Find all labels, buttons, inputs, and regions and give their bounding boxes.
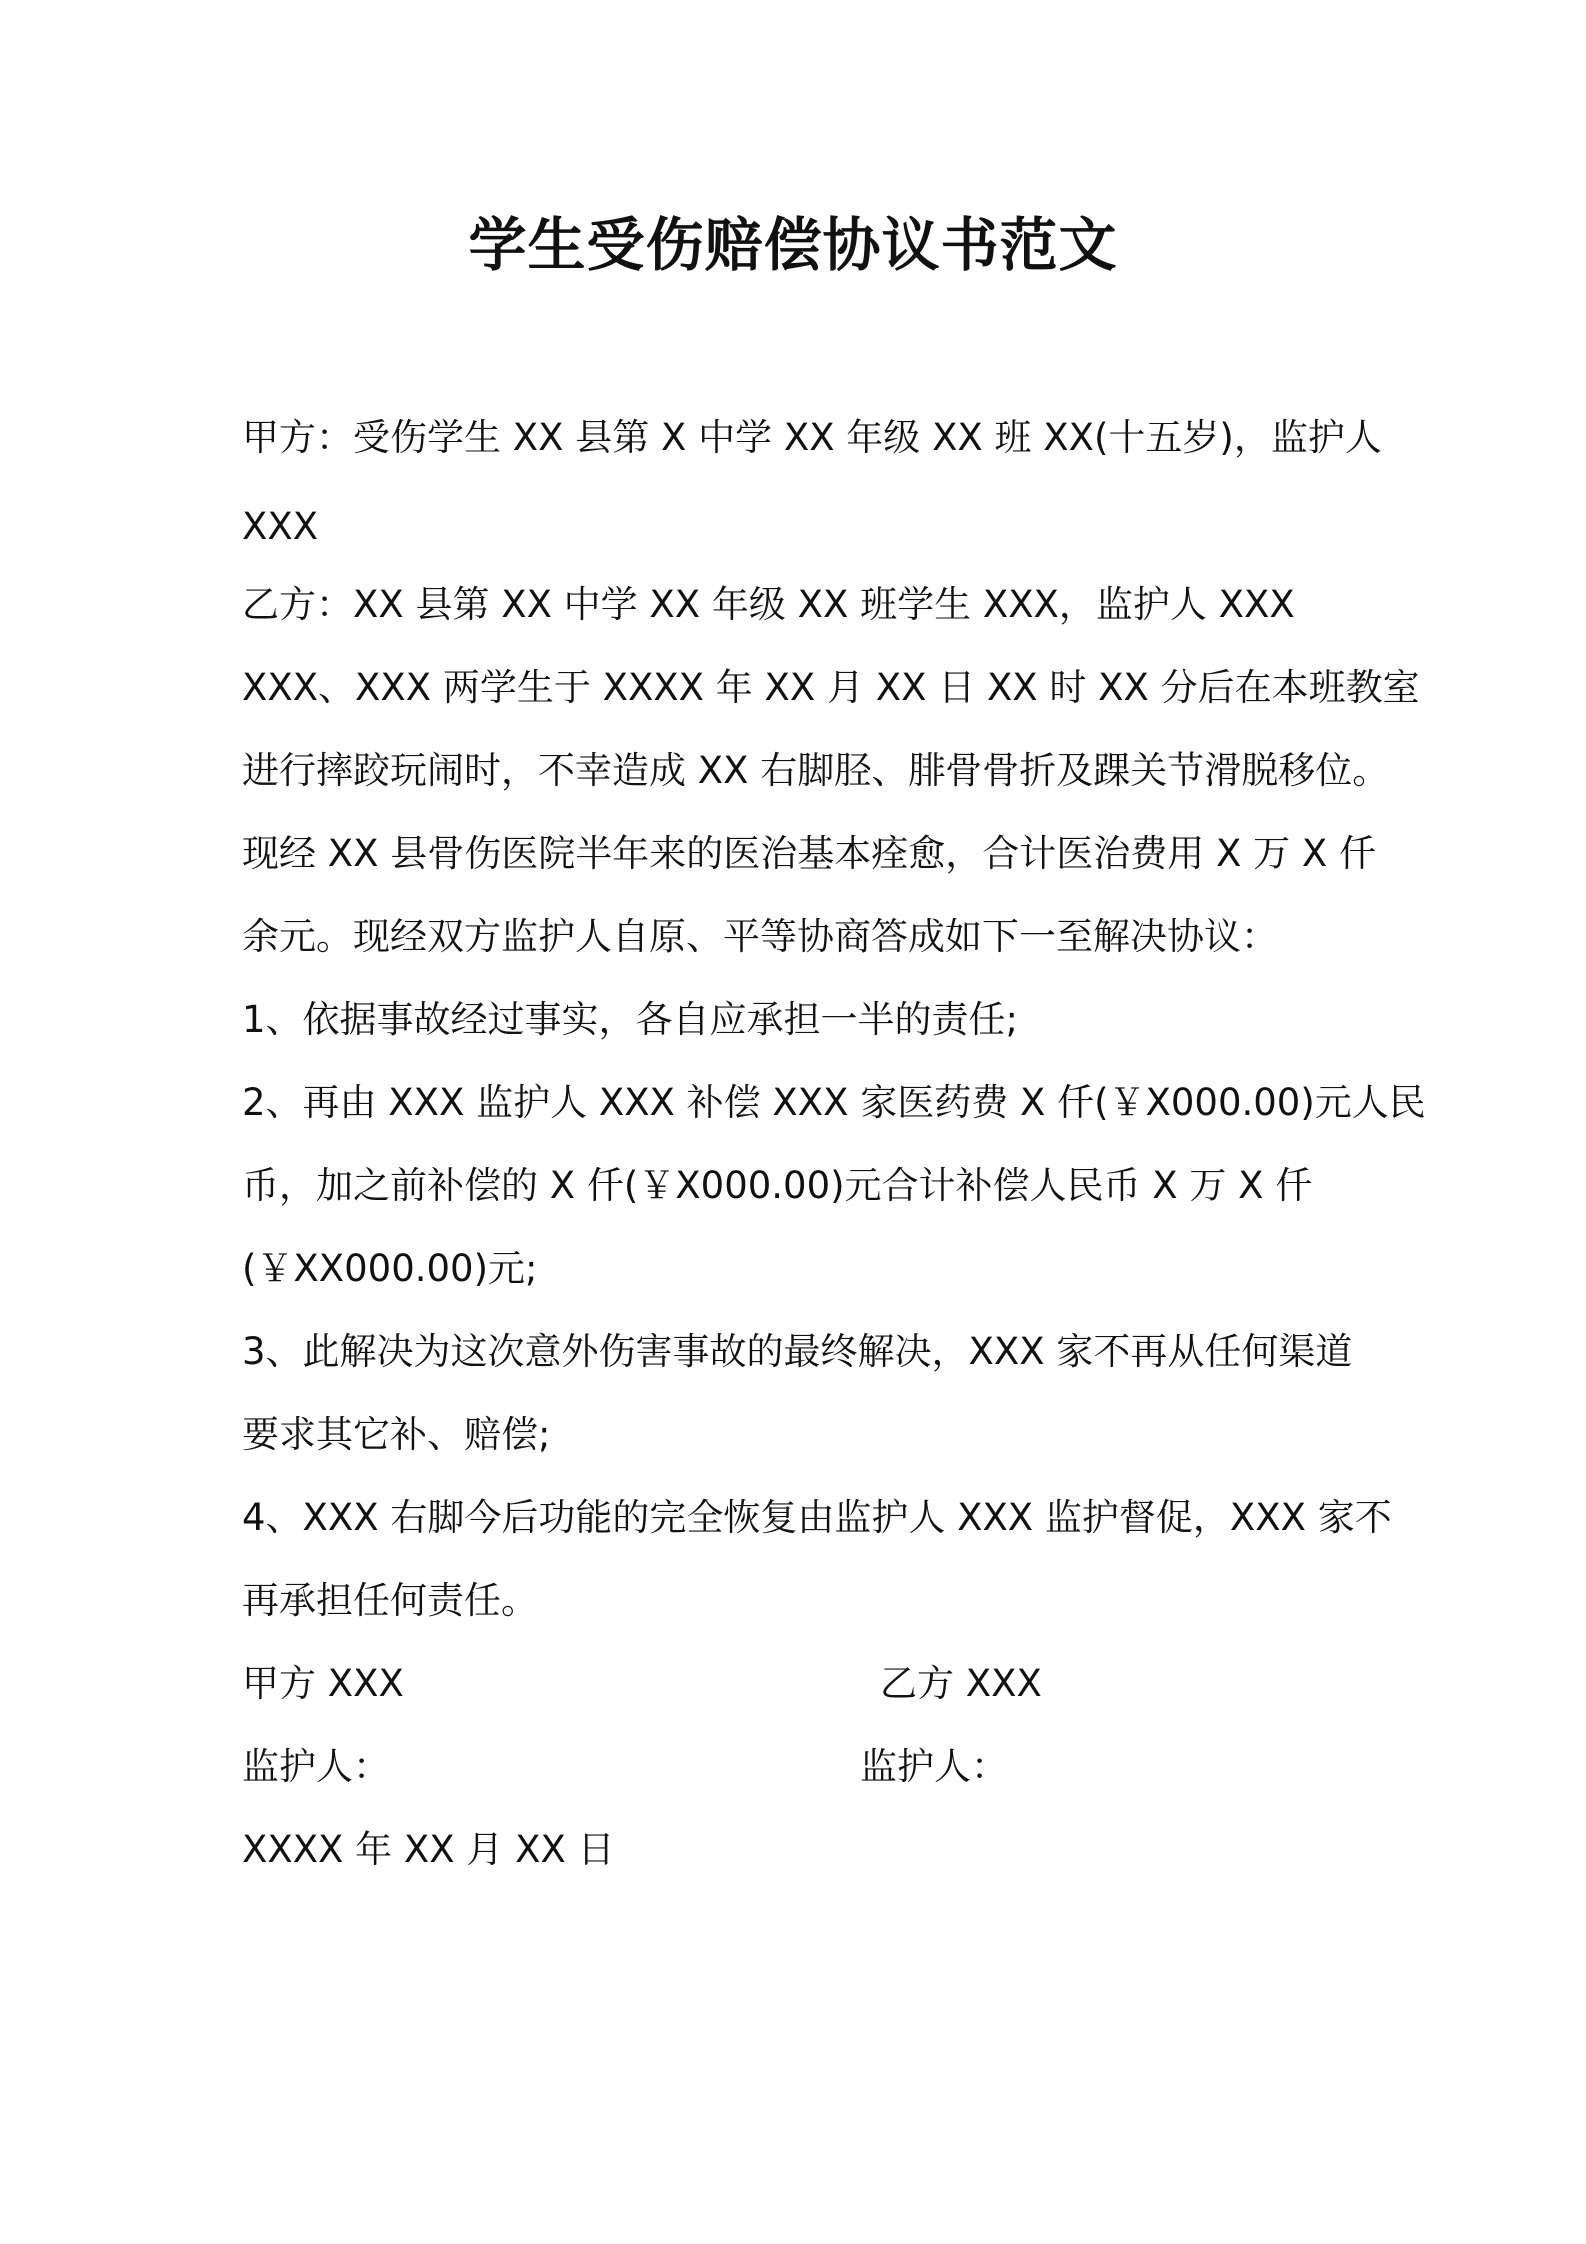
- term-2-line-2: 币，加之前补偿的 X 仟(￥X000.00)元合计补偿人民币 X 万 X 仟: [242, 1164, 1313, 1207]
- party-a-line-2: XXX: [242, 505, 319, 548]
- signature-party-b: 乙方 XXX: [880, 1662, 1042, 1705]
- term-2-line-1: 2、再由 XXX 监护人 XXX 补偿 XXX 家医药费 X 仟(￥X000.00)元人民: [242, 1081, 1426, 1124]
- body-line-3: 现经 XX 县骨伤医院半年来的医治基本痊愈，合计医治费用 X 万 X 仟: [242, 832, 1376, 875]
- party-b-line: 乙方：XX 县第 XX 中学 XX 年级 XX 班学生 XXX，监护人 XXX: [242, 583, 1295, 626]
- term-2-line-3: (￥XX000.00)元;: [242, 1247, 538, 1290]
- body-line-4: 余元。现经双方监护人自原、平等协商答成如下一至解决协议：: [242, 915, 1278, 958]
- signature-guardian-b: 监护人：: [860, 1745, 1008, 1788]
- term-4-line-2: 再承担任何责任。: [242, 1579, 538, 1622]
- signature-guardian-a: 监护人：: [242, 1745, 390, 1788]
- term-1-line-1: 1、依据事故经过事实，各自应承担一半的责任;: [242, 998, 1019, 1041]
- signature-date: XXXX 年 XX 月 XX 日: [242, 1828, 615, 1871]
- party-a-line-1: 甲方：受伤学生 XX 县第 X 中学 XX 年级 XX 班 XX(十五岁)，监护人: [242, 416, 1382, 459]
- body-line-1: XXX、XXX 两学生于 XXXX 年 XX 月 XX 日 XX 时 XX 分后在本班教室: [242, 666, 1420, 709]
- signature-party-a: 甲方 XXX: [242, 1662, 404, 1705]
- term-4-line-1: 4、XXX 右脚今后功能的完全恢复由监护人 XXX 监护督促，XXX 家不: [242, 1496, 1392, 1539]
- body-line-2: 进行摔跤玩闹时，不幸造成 XX 右脚胫、腓骨骨折及踝关节滑脱移位。: [242, 749, 1390, 792]
- document-title: 学生受伤赔偿协议书范文: [468, 211, 1118, 279]
- term-3-line-1: 3、此解决为这次意外伤害事故的最终解决，XXX 家不再从任何渠道: [242, 1330, 1353, 1373]
- term-3-line-2: 要求其它补、赔偿;: [242, 1413, 551, 1456]
